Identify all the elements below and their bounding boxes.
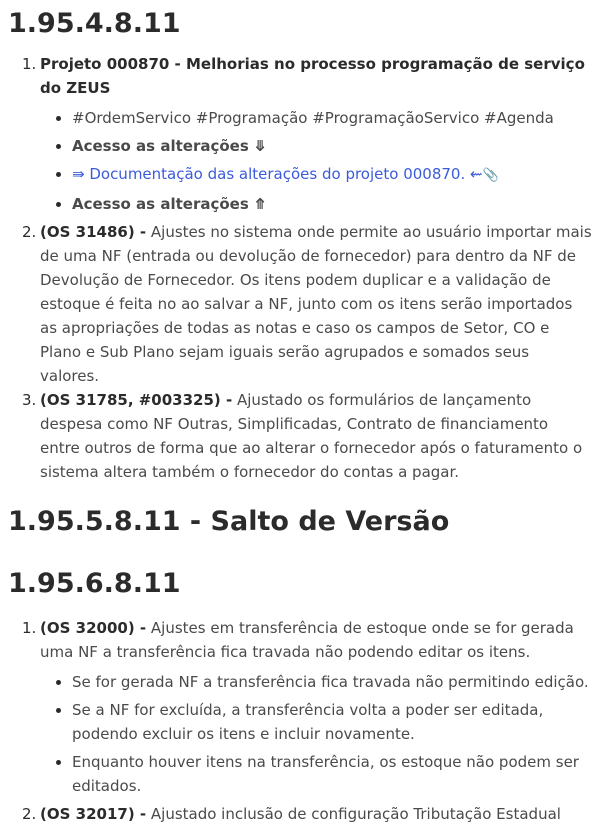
doc-link-item xyxy=(72,162,592,188)
changes-list xyxy=(8,52,592,484)
version-heading: 1.95.4.8.11 xyxy=(8,8,181,39)
item-text: Ajustes em transferência de estoque onde se for gerada uma NF a transferência fica travada não podendo editar os itens. xyxy=(40,619,574,661)
tags-item: #OrdemServico #Programação #ProgramaçãoServico #Agenda xyxy=(72,106,592,130)
item-lead: (OS 32017) - xyxy=(40,805,147,823)
sub-list xyxy=(40,670,592,798)
item-text: Ajustes no sistema onde permite ao usuário importar mais de uma NF (entrada ou devolução de fornecedor) para dentro da NF de Devolução de Fornecedor. Os itens podem duplicar e a validação de estoque é feita no ao salvar a NF, junto com os itens serão importados as apropriações de todas as notas e caso os campos de Setor, CO e Plano e Sub Plano sejam iguais serão agrupados e somados seus valores. xyxy=(40,223,592,385)
bullet-item: Enquanto houver itens na transferência, os estoque não podem ser editados. xyxy=(72,750,592,798)
sub-list xyxy=(40,106,592,216)
documentation-link[interactable]: ⇛ Documentação das alterações do projeto 000870. xyxy=(72,165,466,183)
item-lead: (OS 31486) - xyxy=(40,223,147,241)
list-item xyxy=(40,616,592,798)
item-text: Ajustado os formulários de lançamento despesa como NF Outras, Simplificadas, Contrato de financiamento entre outros de forma que ao alterar o fornecedor após o faturamento o sistema altera também o fornecedor do contas a pagar. xyxy=(40,391,583,481)
access-up-item: Acesso as alterações ⤊ xyxy=(72,192,592,216)
version-heading: 1.95.5.8.11 - Salto de Versão xyxy=(8,506,450,537)
bullet-item: Se a NF for excluída, a transferência volta a poder ser editada, podendo excluir os itens e incluir novamente. xyxy=(72,698,592,746)
access-down-item: Acesso as alterações ⤋ xyxy=(72,134,592,158)
list-item xyxy=(40,220,592,388)
item-text: Ajustado inclusão de configuração Tributação Estadual xyxy=(146,805,561,823)
item-lead: (OS 32000) - xyxy=(40,619,147,637)
version-heading: 1.95.6.8.11 xyxy=(8,568,181,599)
list-item xyxy=(40,388,592,484)
item-lead: (OS 31785, #003325) - xyxy=(40,391,233,409)
paperclip-icon: 📎 xyxy=(482,168,499,183)
list-item xyxy=(40,52,592,216)
return-link[interactable]: ⇜ xyxy=(465,165,483,183)
list-item xyxy=(40,802,592,826)
bullet-item: Se for gerada NF a transferência fica travada não permitindo edição. xyxy=(72,670,592,694)
changes-list xyxy=(8,616,592,826)
item-lead: Projeto 000870 - Melhorias no processo programação de serviço do ZEUS xyxy=(40,55,585,97)
